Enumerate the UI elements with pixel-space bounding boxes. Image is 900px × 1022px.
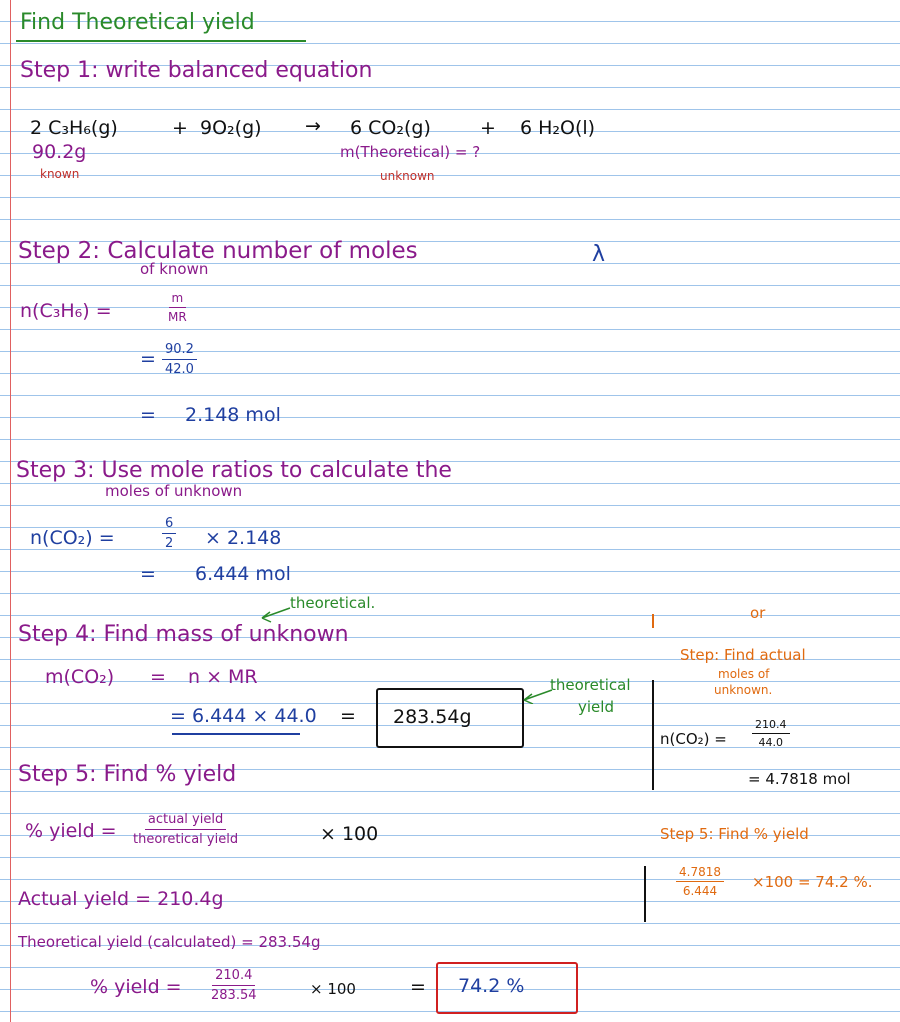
equation-arrow: → (305, 115, 321, 137)
sidebar-alt-fraction (752, 718, 790, 749)
step4-result: 283.54g (393, 706, 472, 728)
theoretical-yield-label-2: yield (578, 698, 614, 716)
sidebar-alt-lhs: n(CO₂) = (660, 730, 727, 748)
sidebar-alt-heading: Step: Find actual (680, 646, 806, 664)
stray-mark: λ (592, 242, 606, 267)
step4-eq-2: = (340, 705, 356, 727)
step2-formula-den: MR (168, 310, 187, 324)
equation-reactant-1: 2 C₃H₆(g) (30, 117, 118, 139)
sidebar-alt-den: 44.0 (758, 736, 783, 749)
final-lhs: % yield = (90, 976, 182, 998)
page-margin-line (10, 0, 11, 1022)
final-times: × 100 (310, 980, 356, 998)
given-mass: 90.2g (32, 141, 87, 163)
step4-eq-1: = (150, 666, 166, 688)
step5-times: × 100 (320, 823, 379, 845)
step3-lhs: n(CO₂) = (30, 527, 115, 549)
step5-heading: Step 5: Find % yield (18, 762, 237, 787)
step2-eq-1: = (140, 348, 156, 370)
final-eq: = (410, 976, 426, 998)
step1-heading: Step 1: write balanced equation (20, 58, 373, 83)
sidebar-divider (652, 680, 654, 790)
sidebar-alt-step5: Step 5: Find % yield (660, 825, 809, 843)
final-den: 283.54 (211, 988, 257, 1003)
sidebar-alt-final: ×100 = 74.2 %. (752, 873, 873, 891)
sidebar-alt-num-2: 4.7818 (676, 865, 724, 882)
page-title: Find Theoretical yield (20, 10, 255, 35)
sidebar-alt-result: = 4.7818 mol (748, 770, 851, 788)
sidebar-alt-den-2: 6.444 (682, 884, 718, 898)
final-num: 210.4 (212, 968, 255, 986)
theoretical-yield-line: Theoretical yield (calculated) = 283.54g (18, 933, 321, 951)
step2-result: 2.148 mol (185, 404, 281, 426)
step4-calc: = 6.444 × 44.0 (170, 705, 317, 727)
title-underline (16, 40, 306, 42)
actual-yield-line: Actual yield = 210.4g (18, 888, 224, 910)
step3-eq: = (140, 563, 156, 585)
theoretical-note: theoretical. (290, 594, 376, 612)
step5-frac-num: actual yield (145, 812, 226, 830)
step2-den: 42.0 (165, 362, 194, 377)
step5-formula-fraction (130, 812, 241, 847)
step2-num: 90.2 (162, 342, 197, 360)
step5-frac-den: theoretical yield (133, 832, 239, 847)
sidebar-alt-subheading-2: unknown. (714, 683, 773, 697)
step3-ratio-num: 6 (162, 516, 176, 534)
equation-reactant-2: 9O₂(g) (200, 117, 262, 139)
step3-subheading: moles of unknown (105, 482, 243, 500)
sidebar-alt-fraction-2 (676, 865, 724, 898)
step3-times: × 2.148 (205, 527, 282, 549)
unknown-label: unknown (380, 169, 435, 183)
step2-subheading: of known (140, 260, 209, 278)
equation-plus-1: + (172, 117, 188, 139)
theoretical-note-arrow (256, 604, 292, 624)
step2-heading: Step 2: Calculate number of moles (18, 238, 418, 264)
step2-value-fraction (162, 342, 197, 377)
find-mass: m(Theoretical) = ? (340, 143, 481, 161)
sidebar-or-label: or (750, 604, 766, 622)
known-label: known (40, 167, 80, 181)
step3-ratio-fraction (162, 516, 176, 551)
step3-heading: Step 3: Use mole ratios to calculate the (16, 458, 452, 483)
equation-product-1: 6 CO₂(g) (350, 117, 431, 139)
step4-heading: Step 4: Find mass of unknown (18, 622, 349, 647)
step2-formula-num: m (169, 291, 187, 308)
step2-lhs: n(C₃H₆) = (20, 300, 112, 322)
step4-formula: n × MR (188, 666, 258, 688)
equation-plus-2: + (480, 117, 496, 139)
final-fraction (208, 968, 260, 1003)
theoretical-yield-arrow (520, 684, 554, 704)
theoretical-yield-label-1: theoretical (550, 676, 631, 694)
step4-calc-underline (172, 733, 300, 735)
sidebar-alt-num: 210.4 (752, 718, 790, 734)
equation-product-2: 6 H₂O(l) (520, 117, 596, 139)
sidebar-alt-subheading-1: moles of (718, 667, 770, 681)
step4-lhs: m(CO₂) (45, 666, 115, 688)
step3-result: 6.444 mol (195, 563, 291, 585)
sidebar-divider-2 (644, 866, 646, 922)
step5-lhs: % yield = (25, 820, 117, 842)
step2-eq-2: = (140, 404, 156, 426)
final-result: 74.2 % (458, 975, 525, 997)
step2-formula-fraction (165, 291, 190, 324)
step3-ratio-den: 2 (165, 536, 174, 551)
sidebar-tick-1 (652, 614, 654, 628)
